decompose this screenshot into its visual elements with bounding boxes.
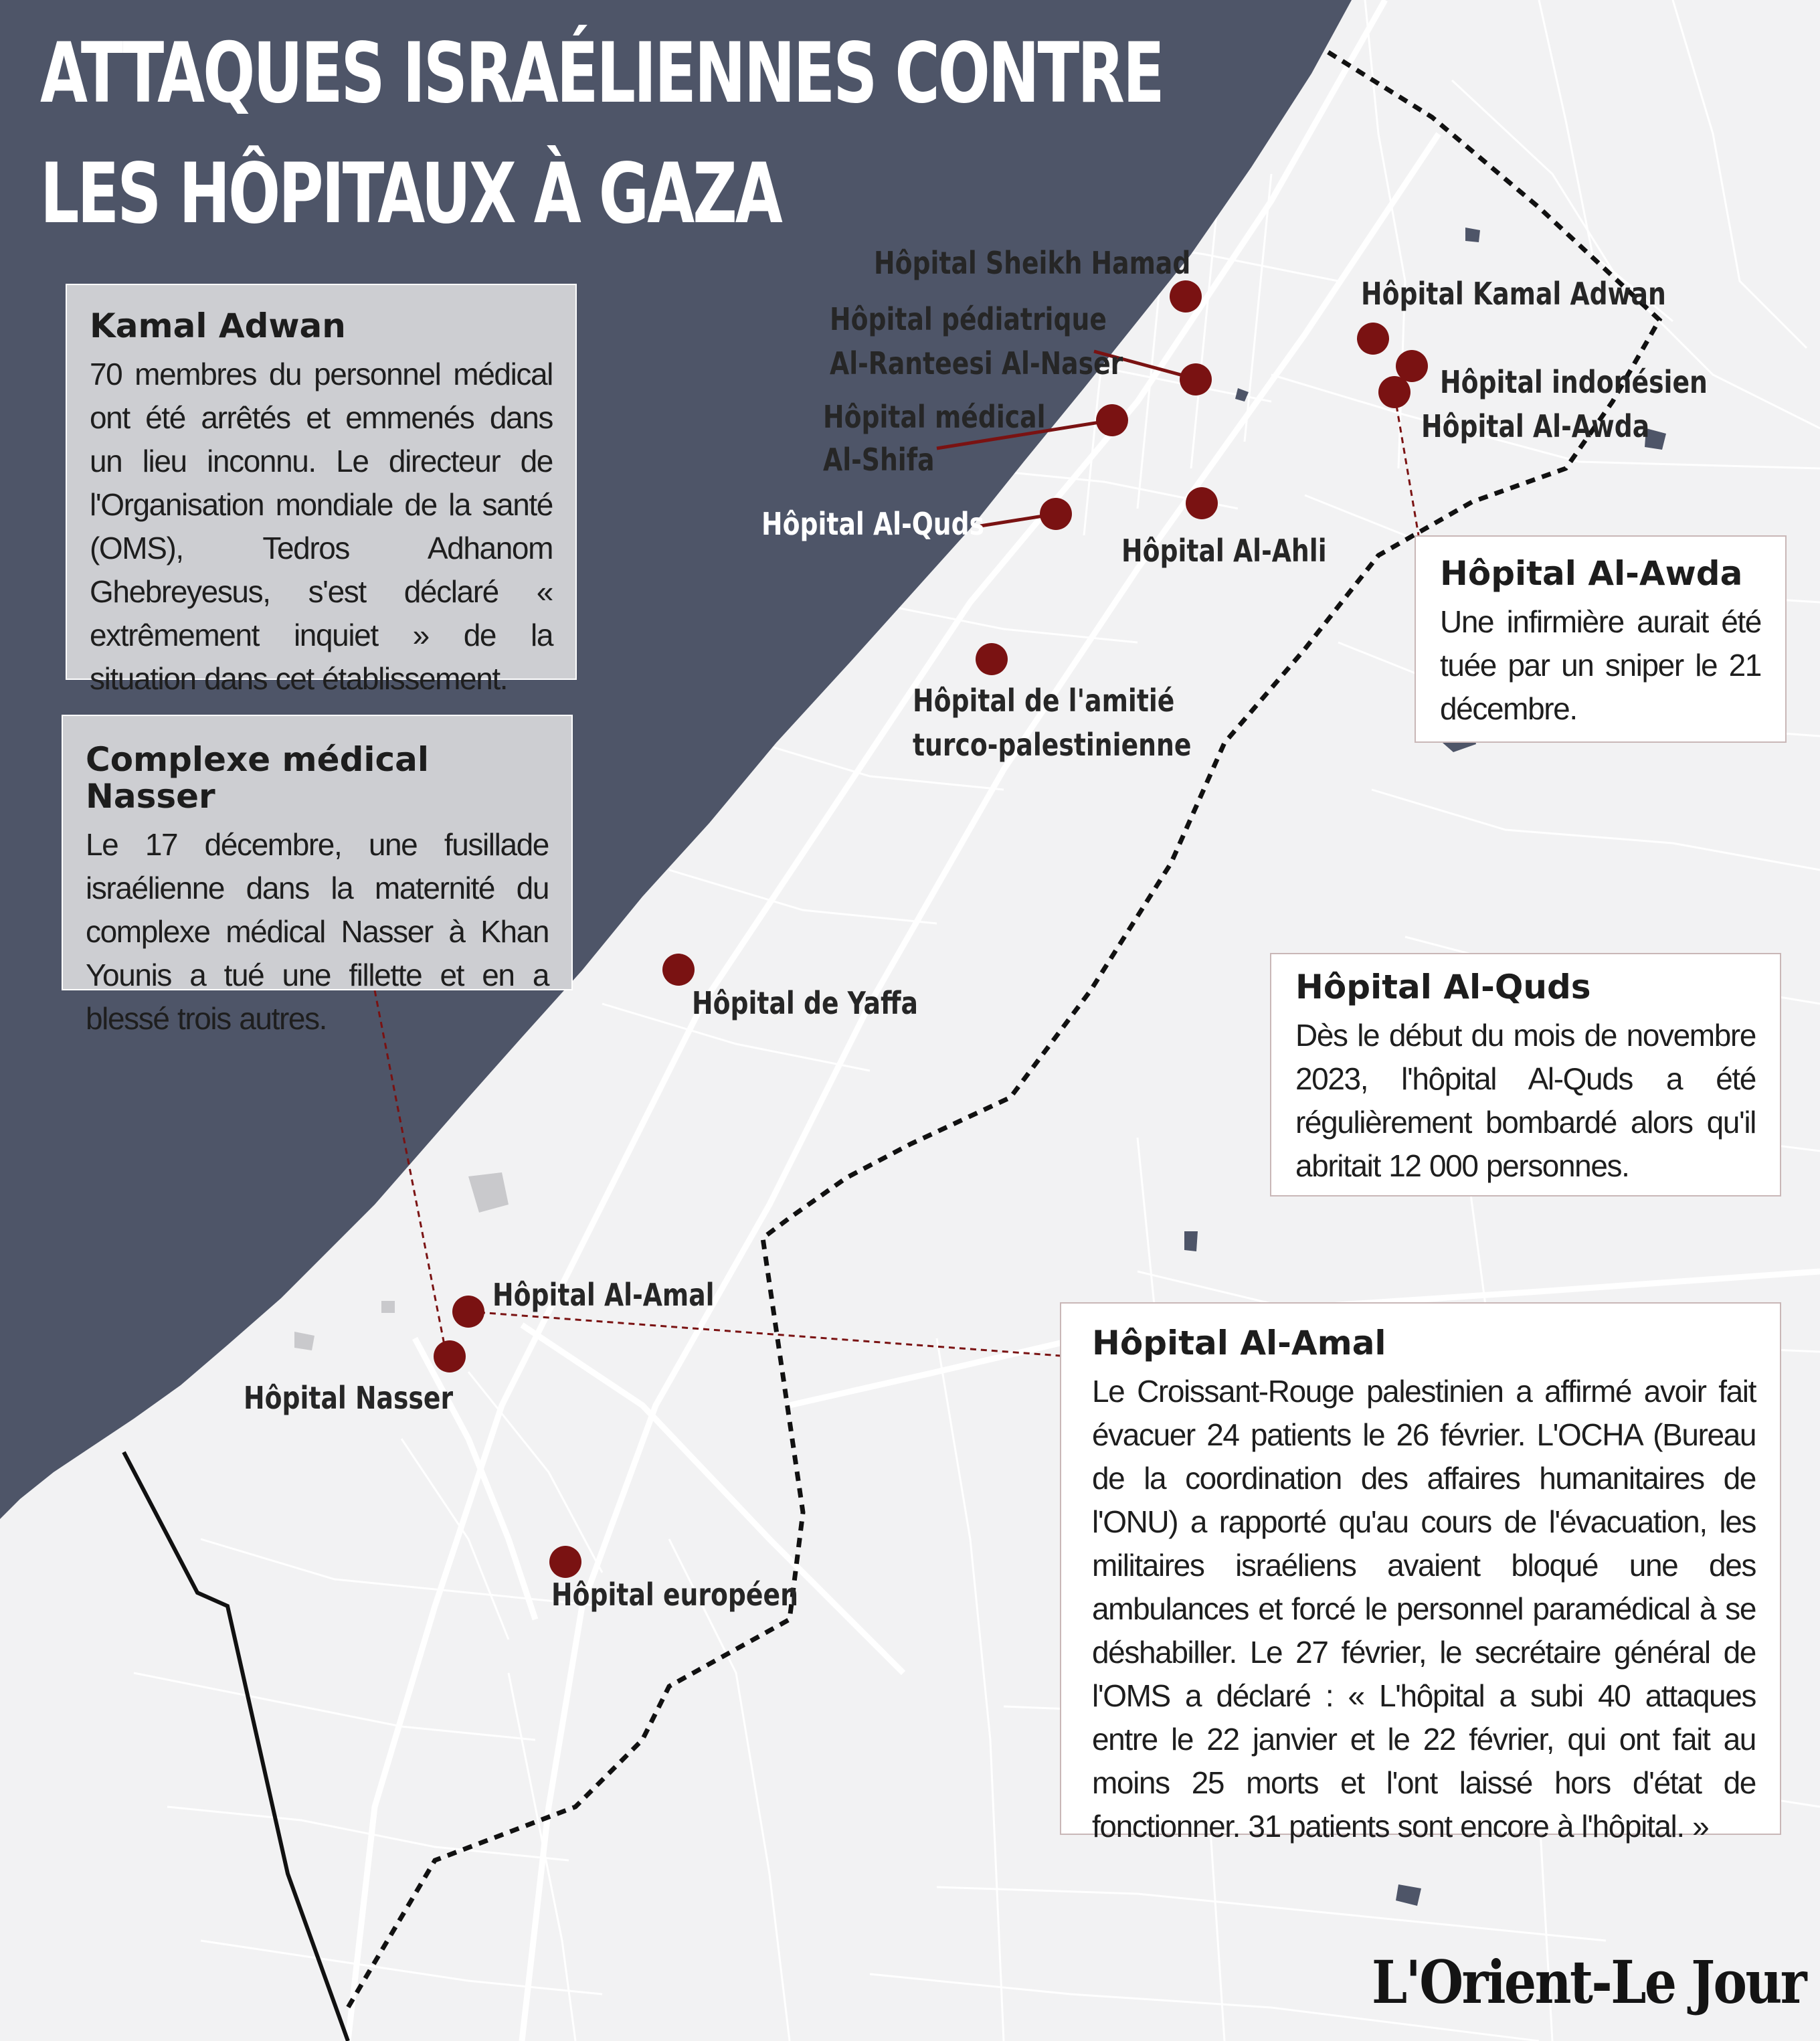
info-box-al-awda <box>1415 535 1787 743</box>
label-al-quds: Hôpital Al-Quds <box>761 506 985 542</box>
marker-al-quds[interactable] <box>1040 498 1072 530</box>
label-al-ahli: Hôpital Al-Ahli <box>1121 533 1327 569</box>
label-europeen: Hôpital européen <box>551 1577 798 1613</box>
label-al-amal: Hôpital Al-Amal <box>492 1277 715 1313</box>
label-turco-line2: turco-palestinienne <box>913 727 1192 763</box>
label-yaffa: Hôpital de Yaffa <box>692 985 918 1021</box>
marker-europeen[interactable] <box>549 1546 581 1578</box>
label-turco-line1: Hôpital de l'amitié <box>913 683 1175 719</box>
label-ranteesi-line2: Al-Ranteesi Al-Naser <box>830 345 1123 381</box>
marker-turco[interactable] <box>976 643 1008 675</box>
marker-shifa[interactable] <box>1096 404 1128 436</box>
marker-al-ahli[interactable] <box>1186 487 1218 519</box>
label-shifa-line2: Al-Shifa <box>823 442 935 478</box>
marker-indonesien[interactable] <box>1396 350 1428 382</box>
label-kamal-adwan: Hôpital Kamal Adwan <box>1361 276 1666 312</box>
marker-al-amal[interactable] <box>452 1296 484 1328</box>
label-shifa-line1: Hôpital médical <box>823 399 1046 435</box>
info-box-nasser <box>62 715 573 1036</box>
info-box-title: Hôpital Al-Quds <box>1295 968 1591 1006</box>
info-box-text: Dès le début du mois de novembre 2023, l'hôpital Al-Quds a été régulièrement bombardé alors qu'il abritait 12 000 personnes. <box>1295 1018 1756 1183</box>
marker-nasser[interactable] <box>434 1340 466 1372</box>
publisher-logo: L'Orient-Le Jour <box>1372 1947 1806 2017</box>
info-box-text: 70 membres du personnel médical ont été arrêtés et emmenés dans un lieu inconnu. Le directeur de l'Organisation mondiale de la santé (OMS), Tedros Adhanom Ghebreyesus, s'est déclaré « extrêmement inquiet » de la situation dans cet établissement. <box>90 357 553 696</box>
info-box-al-quds <box>1270 953 1781 1196</box>
map-title-line1: ATTAQUES ISRAÉLIENNES CONTRE <box>40 25 1163 122</box>
info-box-title: Hôpital Al-Amal <box>1092 1324 1386 1362</box>
marker-sheikh-hamad[interactable] <box>1170 280 1202 313</box>
marker-al-awda[interactable] <box>1378 376 1410 408</box>
info-box-text: Le Croissant-Rouge palestinien a affirmé avoir fait évacuer 24 patients le 26 février. L'OCHA (Bureau de la coordination des affaires humanitaires de l'ONU) a rapporté qu'au cours de l'évacuation, les militaires israéliens avaient bloqué une des ambulances et forcé le personnel paramédical à se déshabiller. Le 27 février, le secrétaire général de l'OMS a déclaré : « L'hôpital a subi 40 attaques entre le 22 janvier et le 22 février, qui ont fait au moins 25 morts et l'ont laissé hors d'état de fonctionner. 31 patients sont encore à l'hôpital. » <box>1092 1374 1756 1844</box>
marker-yaffa[interactable] <box>662 954 695 986</box>
info-box-al-amal <box>1060 1302 1781 1844</box>
marker-kamal-adwan[interactable] <box>1357 323 1389 355</box>
info-box-title: Hôpital Al-Awda <box>1440 554 1743 593</box>
info-box-title: Complexe médical Nasser <box>86 740 430 816</box>
info-box-text: Une infirmière aurait été tuée par un sniper le 21 décembre. <box>1440 604 1761 726</box>
map-title-line2: LES HÔPITAUX À GAZA <box>40 146 781 242</box>
label-ranteesi-line1: Hôpital pédiatrique <box>830 301 1107 337</box>
info-box-kamal-adwan <box>66 284 577 696</box>
label-indonesien: Hôpital indonésien <box>1440 364 1708 400</box>
label-nasser: Hôpital Nasser <box>244 1380 454 1416</box>
info-box-text: Le 17 décembre, une fusillade israélienne dans la maternité du complexe médical Nasser à Khan Younis a tué une fillette et en a blessé trois autres. <box>86 827 549 1036</box>
label-sheikh-hamad: Hôpital Sheikh Hamad <box>874 245 1191 281</box>
info-box-title: Kamal Adwan <box>90 306 346 345</box>
label-al-awda: Hôpital Al-Awda <box>1421 408 1650 444</box>
